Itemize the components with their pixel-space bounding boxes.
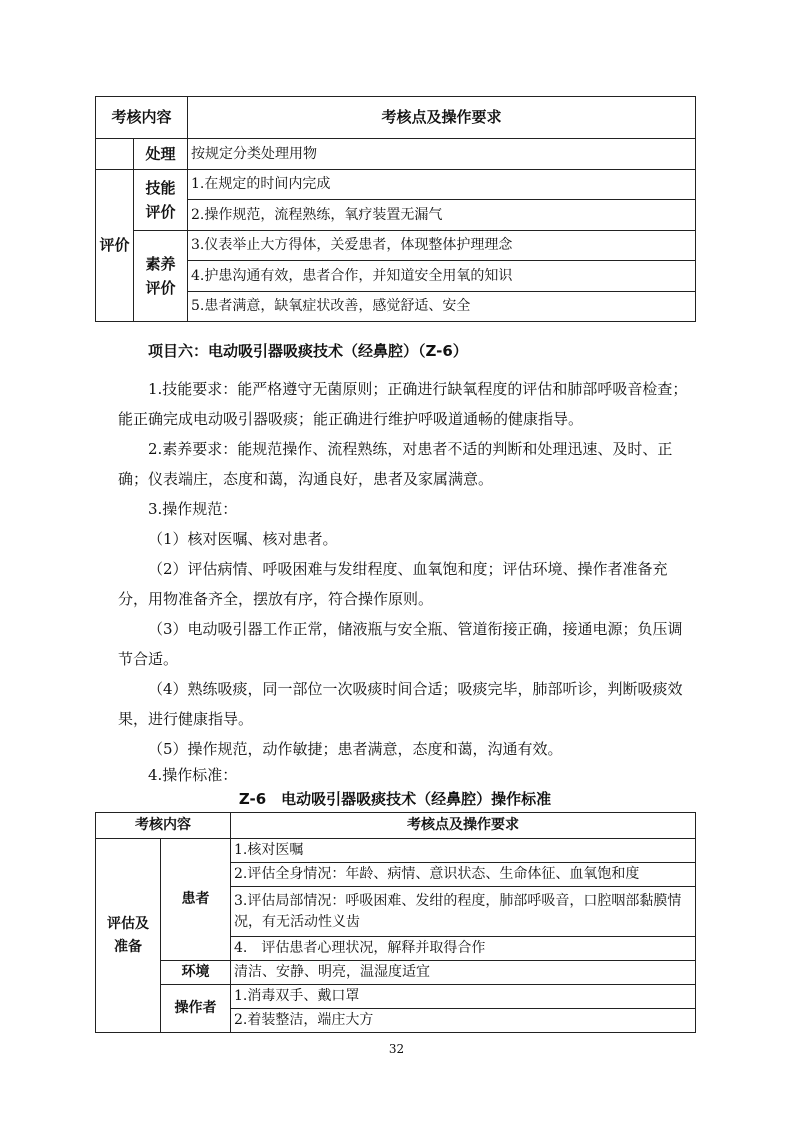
table-header-row	[96, 813, 696, 839]
operation-standard-table	[95, 812, 696, 1033]
blank-cell	[96, 139, 134, 170]
quality-item: 4.护患沟通有效，患者合作，并知道安全用氧的知识	[188, 261, 696, 292]
page-number: 32	[388, 1042, 405, 1056]
header-requirements: 考核点及操作要求	[231, 813, 696, 839]
table-caption: Z-6 电动吸引器吸痰技术（经鼻腔）操作标准	[238, 790, 552, 808]
assessment-preparation-label: 评估及 准备	[96, 839, 161, 1033]
table-row	[96, 169, 696, 200]
paragraph-step-3: （3）电动吸引器工作正常，储液瓶与安全瓶、管道衔接正确，接通电源；负压调节合适。	[118, 620, 683, 668]
paragraph-operation-spec: 3.操作规范：	[148, 500, 238, 518]
evaluation-label: 评价	[96, 169, 134, 322]
table-row	[96, 961, 696, 985]
environment-text: 清洁、安静、明亮，温湿度适宜	[231, 961, 696, 985]
quality-item: 3.仪表举止大方得体，关爱患者，体现整体护理理念	[188, 230, 696, 261]
paragraph-step-1: （1）核对医嘱、核对患者。	[148, 530, 338, 548]
operator-label: 操作者	[161, 985, 231, 1033]
skill-evaluation-label: 技能 评价	[134, 169, 188, 230]
section-title: 项目六：电动吸引器吸痰技术（经鼻腔）（Z-6）	[148, 342, 468, 360]
operator-item: 1.消毒双手、戴口罩	[231, 985, 696, 1009]
paragraph-step-5: （5）操作规范，动作敏捷；患者满意，态度和蔼，沟通有效。	[148, 740, 563, 758]
header-content: 考核内容	[96, 813, 231, 839]
header-content: 考核内容	[96, 97, 188, 139]
paragraph-quality-requirement: 2.素养要求：能规范操作、流程熟练，对患者不适的判断和处理迅速、及时、正确；仪表端庄，态度和蔼，沟通良好，患者及家属满意。	[118, 440, 673, 488]
patient-label: 患者	[161, 839, 231, 961]
header-requirements: 考核点及操作要求	[188, 97, 696, 139]
table-row	[96, 139, 696, 170]
paragraph-step-4: （4）熟练吸痰，同一部位一次吸痰时间合适；吸痰完毕，肺部听诊，判断吸痰效果，进行健康指导。	[118, 680, 683, 728]
table-row	[96, 985, 696, 1009]
processing-label: 处理	[134, 139, 188, 170]
assessment-table-top	[95, 96, 696, 322]
skill-item: 1.在规定的时间内完成	[188, 169, 696, 200]
patient-item: 4. 评估患者心理状况，解释并取得合作	[231, 937, 696, 961]
operator-item: 2.着装整洁，端庄大方	[231, 1009, 696, 1033]
paragraph-skill-requirement: 1.技能要求：能严格遵守无菌原则；正确进行缺氧程度的评估和肺部呼吸音检查；能正确完成电动吸引器吸痰；能正确进行维护呼吸道通畅的健康指导。	[118, 380, 688, 428]
paragraph-operation-standard: 4.操作标准：	[148, 766, 238, 784]
quality-evaluation-label: 素养 评价	[134, 230, 188, 322]
table-row	[96, 230, 696, 261]
patient-item: 2.评估全身情况：年龄、病情、意识状态、生命体征、血氧饱和度	[231, 863, 696, 887]
paragraph-step-2: （2）评估病情、呼吸困难与发绀程度、血氧饱和度；评估环境、操作者准备充分，用物准备齐全，摆放有序，符合操作原则。	[118, 560, 668, 608]
environment-label: 环境	[161, 961, 231, 985]
skill-item: 2.操作规范，流程熟练，氧疗装置无漏气	[188, 200, 696, 231]
patient-item: 1.核对医嘱	[231, 839, 696, 863]
quality-item: 5.患者满意，缺氧症状改善，感觉舒适、安全	[188, 291, 696, 322]
processing-text: 按规定分类处理用物	[188, 139, 696, 170]
table-row	[96, 839, 696, 863]
table-header-row	[96, 97, 696, 139]
patient-item: 3.评估局部情况：呼吸困难、发绀的程度，肺部呼吸音，口腔咽部黏膜情况，有无活动性义齿	[231, 887, 696, 937]
